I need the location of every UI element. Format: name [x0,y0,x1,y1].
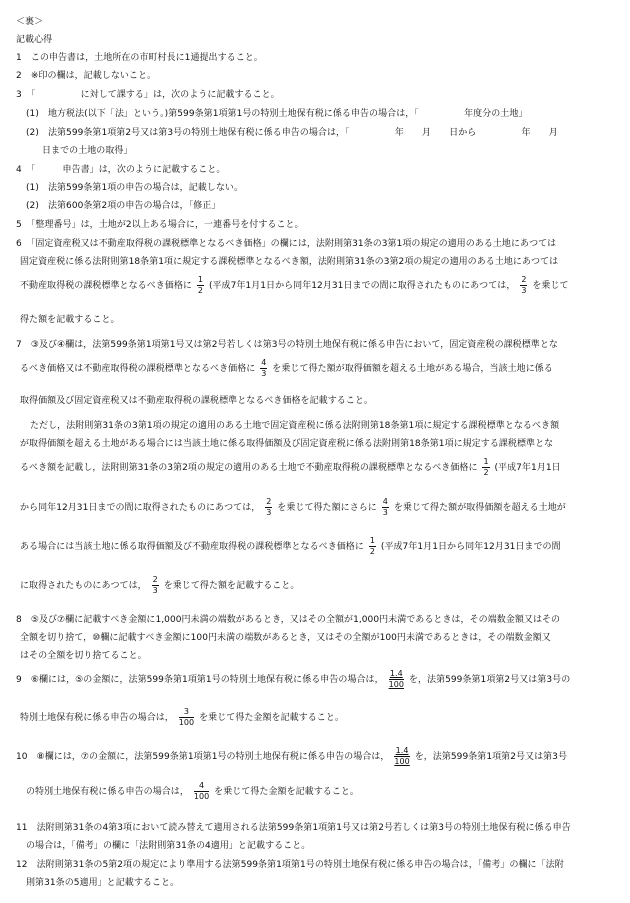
fraction-rate-3-per-100: $\frac{3}{100}$ [178,707,195,727]
item-7-line-b: るべき価格又は不動産取得税の課税標準となるべき価格に $\frac{4}{3}$ を乗じて得た額が取得価額を超える土地がある場合，当該土地に係る [20,358,553,378]
item-3-1: (1) 地方税法(以下「法」という。)第599条第1項第1号の特別土地保有税に係る申告の場合は，「 年度分の土地」 [26,109,528,119]
item-6-line-b: 固定資産税に係る法附則第18条第1項に規定する課税標準となるべき額，法附則第31条の3第2項の規定の適用のある土地にあつては [20,257,559,267]
item-5: 5 「整理番号」は，土地が2以上ある場合に，一連番号を付すること。 [16,220,304,230]
fraction-one-half: $\frac{1}{2}$ [197,275,204,295]
item-7-line-f: るべき額を記載し，法附則第31条の3第2項の規定の適用のある土地で不動産取得税の課税標準となるべき価格に $\frac{1}{2}$ (平成7年1月1日 [20,457,561,477]
item-12-line-a: 12 法附則第31条の5第2項の規定により準用する法第599条第1項第1号の特別土地保有税に係る申告の場合は，「備考」の欄に「法附 [16,860,564,870]
item-7-line-d: ただし，法附則第31条の3第1項の規定の適用のある土地で固定資産税に係る法附則第18条第1項に規定する課税標準となるべき額 [30,421,560,431]
fraction-four-thirds: $\frac{4}{3}$ [261,358,267,378]
item-12-line-b: 則第31条の5適用」と記載すること。 [26,878,180,888]
item-8-line-a: 8 ⑤及び⑦欄に記載すべき金額に1,000円未満の端数があるとき，又はその全額が1,000円未満であるときは，その端数金額又はその [16,615,561,625]
item-3: 3 「 に対して課する」は，次のように記載すること。 [16,90,280,100]
fraction-one-half: $\frac{1}{2}$ [369,536,375,556]
item-7-line-i: に取得されたものにあつては， $\frac{2}{3}$ を乗じて得た額を記載すること。 [20,575,300,595]
item-7-line-g: から同年12月31日までの間に取得されたものにあつては， $\frac{2}{3}$ を乗じて得た額にさらに $\frac{4}{3}$ を乗じて得た額が取得価額を超える土地が [20,497,566,517]
page-heading: 記載心得 [16,35,53,45]
item-11-line-a: 11 法附則第31条の4第3項において読み替えて適用される法第599条第1項第1号又は第2号若しくは第3号の特別土地保有税に係る申告 [16,823,571,833]
item-4-2: (2) 法第600条第2項の申告の場合は，「修正」 [26,201,221,211]
item-7-line-h: ある場合には当該土地に係る取得価額及び不動産取得税の課税標準となるべき価格に $\frac{1}{2}$ (平成7年1月1日から同年12月31日までの間 [20,536,561,556]
item-10-line-b: の特別土地保有税に係る申告の場合は， $\frac{4}{100}$ を乗じて得た金額を記載すること。 [26,781,359,801]
item-2: 2 ※印の欄は，記載しないこと。 [16,71,157,81]
item-3-2-cont: 日までの土地の取得」 [42,146,133,156]
fraction-two-thirds: $\frac{2}{3}$ [152,575,158,595]
item-4: 4 「 申告書」は，次のように記載すること。 [16,165,226,175]
item-1: 1 この申告書は，土地所在の市町村長に1通提出すること。 [16,53,263,63]
fraction-rate-1-4-per-100: $\frac{1.4}{100}$ [394,746,410,766]
item-7-line-e: が取得価額を超える土地がある場合には当該土地に係る取得価額及び固定資産税に係る法附則第18条第1項に規定する課税標準とな [20,439,554,449]
item-7-line-a: 7 ③及び④欄は，法第599条第1項第1号又は第2号若しくは第3号の特別土地保有税に係る申告において，固定資産税の課税標準とな [16,340,558,350]
fraction-four-thirds: $\frac{4}{3}$ [382,497,388,517]
item-8-line-b: 全額を切り捨て，⑩欄に記載すべき金額に100円未満の端数があるとき，又はその全額が100円未満であるときは，その端数金額又 [20,633,551,643]
fraction-two-thirds: $\frac{2}{3}$ [266,497,272,517]
item-6-line-c: 不動産取得税の課税標準となるべき価格に $\frac{1}{2}$ (平成7年1月1日から同年12月31日までの間に取得されたものにあつては， $\frac{2}{3}$ を乗じて [20,275,569,295]
fraction-one-half: $\frac{1}{2}$ [483,457,489,477]
item-11-line-b: の場合は，「備考」の欄に「法附則第31条の4適用」と記載すること。 [26,841,311,851]
item-10-line-a: 10 ⑧欄には，⑦の金額に，法第599条第1項第1号の特別土地保有税に係る申告の場合は， $\frac{1.4}{100}$ を，法第599条第1項第2号又は第3号 [16,746,567,766]
item-7-line-c: 取得価額及び固定資産税又は不動産取得税の課税標準となるべき価格を記載すること。 [20,396,373,406]
item-8-line-c: はその全額を切り捨てること。 [20,651,147,661]
fraction-two-thirds: $\frac{2}{3}$ [521,275,527,295]
fraction-rate-1-4-per-100: $\frac{1.4}{100}$ [388,669,404,689]
item-6-line-d: 得た額を記載すること。 [20,315,120,325]
fraction-rate-4-per-100: $\frac{4}{100}$ [193,781,210,801]
side-label: ＜裏＞ [16,17,44,27]
item-4-1: (1) 法第599条第1項の申告の場合は，記載しない。 [26,183,244,193]
item-6-line-a: 6 「固定資産税又は不動産取得税の課税標準となるべき価格」の欄には，法附則第31条の3第1項の規定の適用のある土地にあつては [16,239,557,249]
item-9-line-a: 9 ⑥欄には，⑤の金額に，法第599条第1項第1号の特別土地保有税に係る申告の場合は， $\frac{1.4}{100}$ を，法第599条第1項第2号又は第3号の [16,669,571,689]
item-3-2: (2) 法第599条第1項第2号又は第3号の特別土地保有税に係る申告の場合は，「 年 月 日から 年 月 [26,128,558,138]
item-9-line-b: 特別土地保有税に係る申告の場合は， $\frac{3}{100}$ を乗じて得た金額を記載すること。 [20,707,344,727]
